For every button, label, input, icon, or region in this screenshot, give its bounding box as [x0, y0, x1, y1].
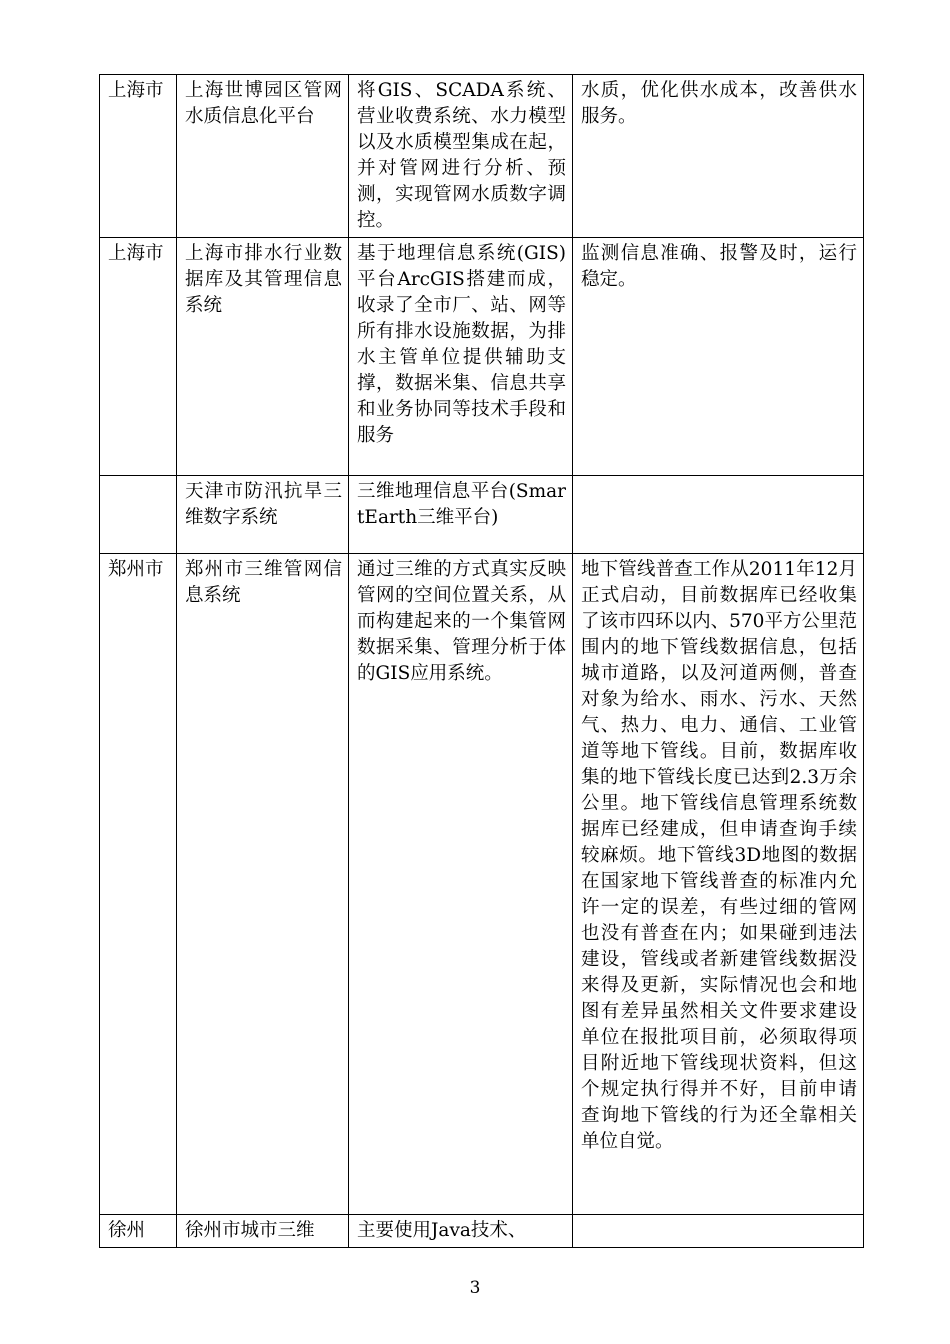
system-name-cell: 上海世博园区管网水质信息化平台: [177, 75, 349, 238]
remarks-cell: 水质，优化供水成本，改善供水服务。: [573, 75, 864, 238]
table-row: [100, 476, 864, 554]
city-cell: [100, 476, 177, 554]
system-name-cell: 天津市防汛抗旱三维数字系统: [177, 476, 349, 554]
remarks-cell: [573, 1215, 864, 1248]
description-cell: 基于地理信息系统(GIS)平台ArcGIS搭建而成，收录了全市厂、站、网等所有排水设施数据，为排水主管单位提供辅助支撑，数据米集、信息共享和业务协同等技术手段和服务: [349, 238, 573, 476]
table-row: [100, 554, 864, 1215]
remarks-cell: 地下管线普查工作从2011年12月正式启动，目前数据库已经收集了该市四环以内、570平方公里范围内的地下管线数据信息，包括城市道路，以及河道两侧，普查对象为给水、雨水、污水、天然气、热力、电力、通信、工业管道等地下管线。目前，数据库收集的地下管线长度已达到2.3万余公里。地下管线信息管理系统数据库已经建成，但申请查询手续较麻烦。地下管线3D地图的数据在国家地下管线普查的标准内允许一定的误差，有些过细的管网也没有普查在内；如果碰到违法建设，管线或者新建管线数据没来得及更新，实际情况也会和地图有差异虽然相关文件要求建设单位在报批项目前，必须取得项目附近地下管线现状资料，但这个规定执行得并不好，目前申请查询地下管线的行为还全靠相关单位自觉。: [573, 554, 864, 1215]
system-name-cell: 徐州市城市三维: [177, 1215, 349, 1248]
city-cell: 上海市: [100, 75, 177, 238]
description-cell: 将GIS、SCADA系统、营业收费系统、水力模型以及水质模型集成在起，并对管网进行分析、预测，实现管网水质数字调控。: [349, 75, 573, 238]
table-row: [100, 75, 864, 238]
description-cell: 通过三维的方式真实反映管网的空间位置关系，从而构建起来的一个集管网数据采集、管理分析于体的GIS应用系统。: [349, 554, 573, 1215]
remarks-cell: [573, 476, 864, 554]
system-name-cell: 郑州市三维管网信息系统: [177, 554, 349, 1215]
description-cell: 主要使用Java技术、: [349, 1215, 573, 1248]
table-row: [100, 238, 864, 476]
city-cell: 上海市: [100, 238, 177, 476]
system-name-cell: 上海市排水行业数据库及其管理信息系统: [177, 238, 349, 476]
city-cell: 郑州市: [100, 554, 177, 1215]
city-cell: 徐州: [100, 1215, 177, 1248]
info-systems-table: [99, 74, 864, 1248]
page-number: 3: [469, 1278, 481, 1298]
description-cell: 三维地理信息平台(SmartEarth三维平台): [349, 476, 573, 554]
table-row: [100, 1215, 864, 1248]
remarks-cell: 监测信息准确、报警及时，运行稳定。: [573, 238, 864, 476]
